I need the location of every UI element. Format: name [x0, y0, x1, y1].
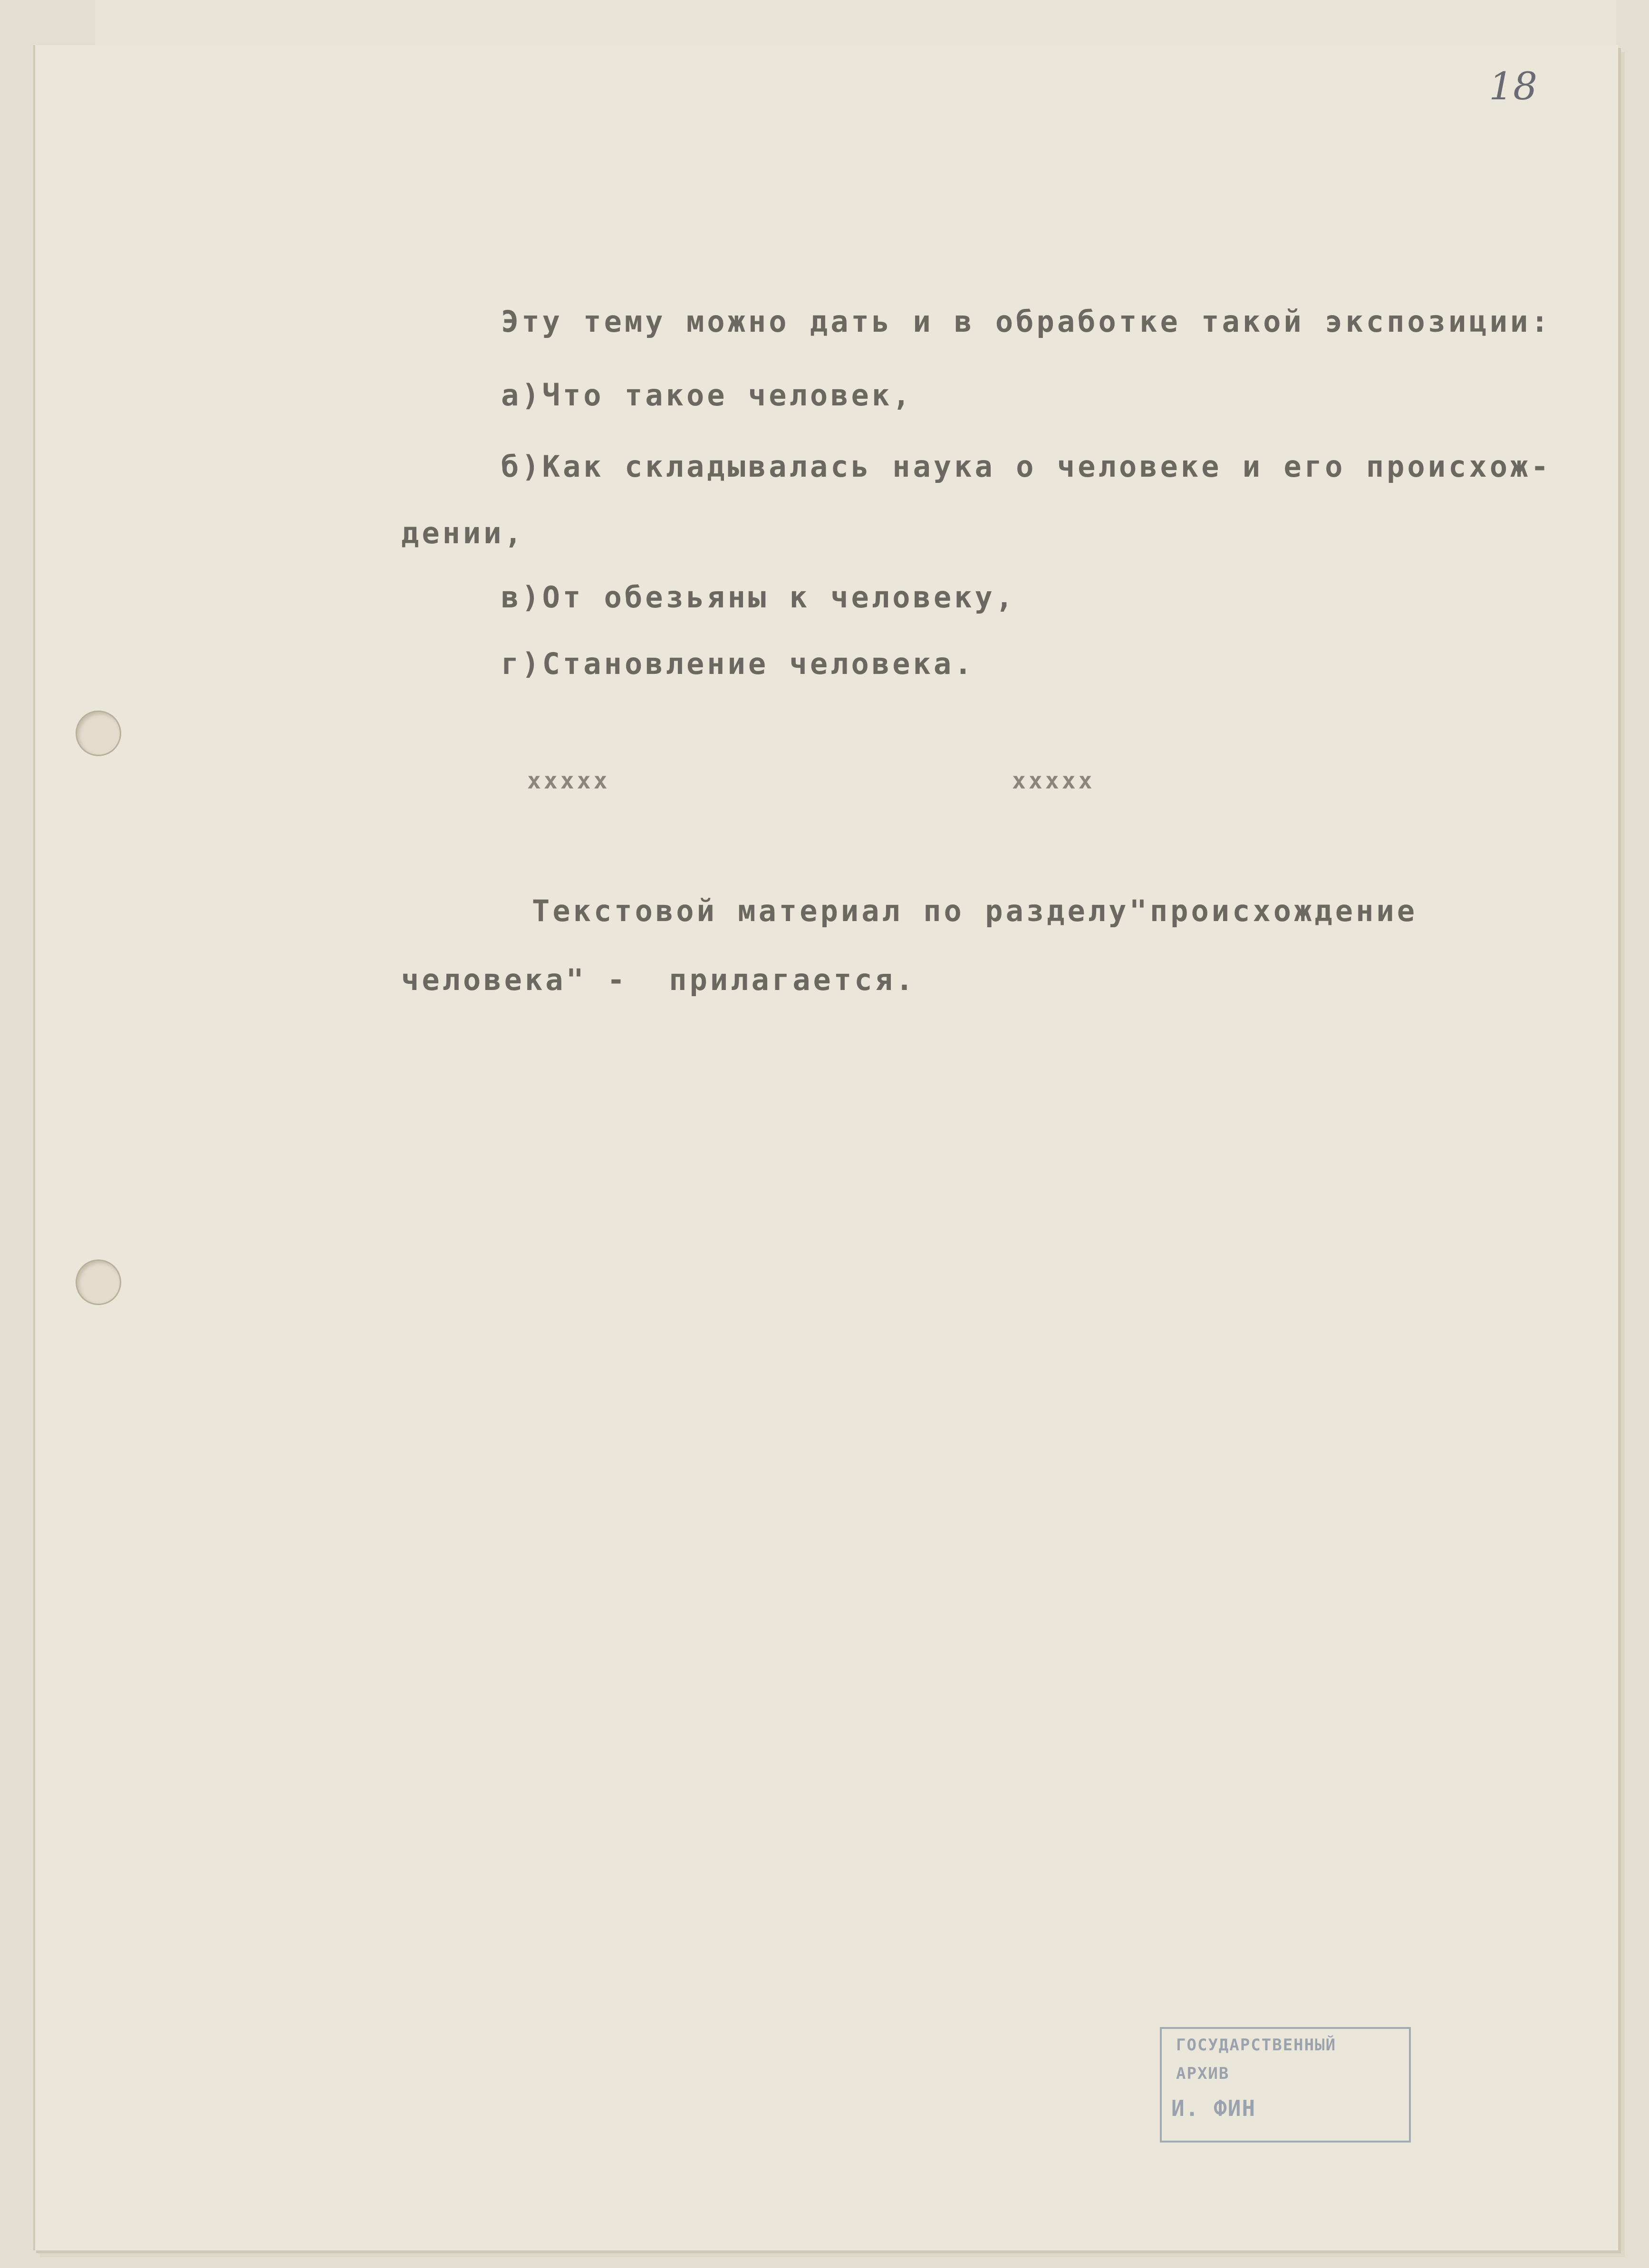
list-item-d: г)Становление человека.	[501, 646, 975, 681]
closing-line1: Текстовой материал по разделу"происхождение	[532, 894, 1418, 928]
list-item-b-line2: дении,	[401, 516, 525, 550]
list-item-a: а)Что такое человек,	[501, 378, 913, 413]
stamp-line2: АРХИВ	[1176, 2064, 1230, 2083]
list-item-c: в)От обезьяны к человеку,	[501, 580, 1016, 615]
list-item-b-line1: б)Как складывалась наука о человеке и его происхож-	[501, 449, 1552, 484]
stamp-line3: И. ФИН	[1171, 2095, 1256, 2121]
punch-hole-bottom	[76, 1259, 121, 1305]
intro-line: Эту тему можно дать и в обработке такой экспозиции:	[501, 304, 1552, 339]
closing-line2: человека" - прилагается.	[401, 962, 916, 997]
document-page	[33, 45, 1618, 2250]
page-number: 18	[1489, 64, 1537, 108]
separator-left: ххххх	[527, 768, 610, 794]
archive-stamp	[1160, 2027, 1411, 2143]
punch-hole-top	[76, 711, 121, 756]
stamp-line1: ГОСУДАРСТВЕННЫЙ	[1176, 2036, 1337, 2055]
separator-right: ххххх	[1012, 768, 1095, 794]
